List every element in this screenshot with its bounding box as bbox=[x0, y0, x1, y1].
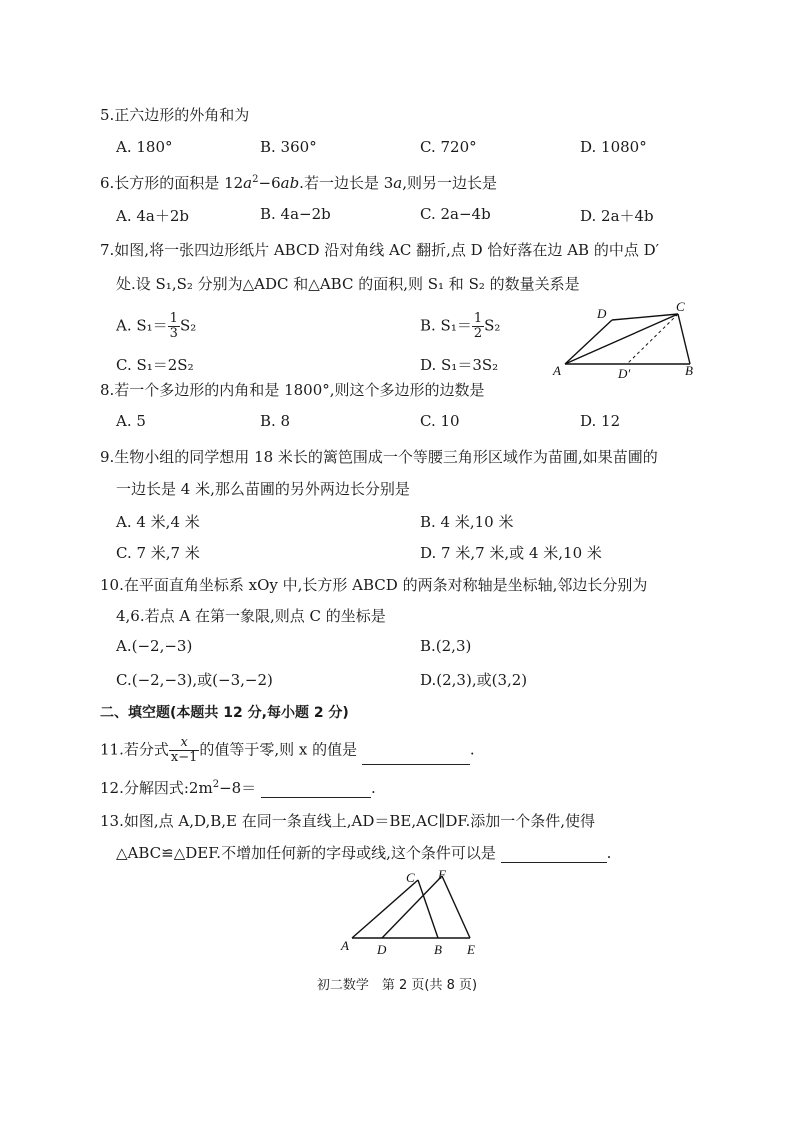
q13-label-e: E bbox=[467, 942, 475, 957]
q9-line1: 9.生物小组的同学想用 18 米长的篱笆围成一个等腰三角形区域作为苗圃,如果苗圃的 bbox=[100, 448, 658, 466]
q11-fraction: $\frac{x}{x-1}$ bbox=[170, 735, 198, 765]
q7-label-d: D bbox=[597, 306, 607, 321]
q7-option-a: A. S₁＝ $\frac{1}{3}$ S₂ bbox=[116, 311, 197, 341]
page-footer: 初二数学 第 2 页(共 8 页) bbox=[316, 978, 478, 993]
q5-option-a: A. 180° bbox=[116, 138, 173, 156]
q5-stem: 5.正六边形的外角和为 bbox=[100, 106, 250, 124]
q9-option-a: A. 4 米,4 米 bbox=[116, 513, 200, 531]
q9-option-c: C. 7 米,7 米 bbox=[116, 544, 200, 562]
q7-edge-cb bbox=[678, 314, 690, 364]
q13-label-c: C bbox=[406, 870, 415, 885]
q7-line2: 处.设 S₁,S₂ 分别为△ADC 和△ABC 的面积,则 S₁ 和 S₂ 的数量关系是 bbox=[116, 275, 580, 293]
q13-edge-ac bbox=[352, 880, 418, 938]
q12-answer-blank[interactable] bbox=[261, 781, 371, 798]
q6-option-c: C. 2a−4b bbox=[420, 205, 491, 223]
q7-diagonal-ac bbox=[565, 314, 678, 364]
q11-stem: 11.若分式 $\frac{x}{x-1}$ 的值等于零,则 x 的值是 . bbox=[100, 735, 475, 765]
q10-option-b: B.(2,3) bbox=[420, 637, 472, 655]
q7-label-a: A bbox=[553, 363, 561, 378]
q9-option-d: D. 7 米,7 米,或 4 米,10 米 bbox=[420, 544, 602, 562]
q5-option-c: C. 720° bbox=[420, 138, 477, 156]
q13-figure bbox=[338, 866, 488, 958]
q6-option-a: A. 4a＋2b bbox=[116, 207, 190, 225]
q8-option-b: B. 8 bbox=[260, 412, 291, 430]
q7-option-b-fraction: $\frac{1}{2}$ bbox=[473, 311, 483, 341]
q8-option-d: D. 12 bbox=[580, 412, 621, 430]
q7-option-a-fraction: $\frac{1}{3}$ bbox=[169, 311, 178, 341]
q9-line2: 一边长是 4 米,那么苗圃的另外两边长分别是 bbox=[116, 480, 410, 498]
q10-option-d: D.(2,3),或(3,2) bbox=[420, 671, 528, 689]
q10-option-a: A.(−2,−3) bbox=[116, 637, 193, 655]
q13-label-d: D bbox=[377, 942, 387, 957]
q7-fold-cd-prime bbox=[627, 314, 678, 364]
q13-label-b: B bbox=[434, 942, 442, 957]
q7-option-d: D. S₁＝3S₂ bbox=[420, 356, 499, 374]
q6-option-b: B. 4a−2b bbox=[260, 205, 331, 223]
q8-option-c: C. 10 bbox=[420, 412, 460, 430]
q10-line2: 4,6.若点 A 在第一象限,则点 C 的坐标是 bbox=[116, 607, 386, 625]
q10-option-c: C.(−2,−3),或(−3,−2) bbox=[116, 671, 273, 689]
q13-label-f: F bbox=[438, 867, 446, 882]
q7-label-b: B bbox=[685, 363, 693, 378]
q5-option-d: D. 1080° bbox=[580, 138, 647, 156]
q10-line1: 10.在平面直角坐标系 xOy 中,长方形 ABCD 的两条对称轴是坐标轴,邻边长分别为 bbox=[100, 576, 648, 594]
q7-label-c: C bbox=[676, 300, 685, 314]
q7-line1: 7.如图,将一张四边形纸片 ABCD 沿对角线 AC 翻折,点 D 恰好落在边 AB 的中点 D′ bbox=[100, 241, 660, 259]
q12-stem: 12.分解因式$:2m^2-8=$ . bbox=[100, 779, 376, 797]
q7-option-c: C. S₁＝2S₂ bbox=[116, 356, 194, 374]
q8-option-a: A. 5 bbox=[116, 412, 146, 430]
q13-line2: △ABC≌△DEF.不增加任何新的字母或线,这个条件可以是 . bbox=[116, 844, 612, 862]
q8-stem: 8.若一个多边形的内角和是 1800°,则这个多边形的边数是 bbox=[100, 381, 485, 399]
q11-answer-blank[interactable] bbox=[362, 748, 470, 765]
q9-option-b: B. 4 米,10 米 bbox=[420, 513, 514, 531]
q13-edge-cb bbox=[418, 880, 438, 938]
q6-option-d: D. 2a＋4b bbox=[580, 207, 654, 225]
q5-option-b: B. 360° bbox=[260, 138, 317, 156]
section-title-fill-in: 二、填空题(本题共 12 分,每小题 2 分) bbox=[100, 705, 349, 721]
q13-answer-blank[interactable] bbox=[501, 846, 607, 863]
q13-line1: 13.如图,点 A,D,B,E 在同一条直线上,AD＝BE,AC∥DF.添加一个条件,使得 bbox=[100, 812, 596, 830]
q7-label-d-prime: D′ bbox=[618, 366, 631, 380]
q13-label-a: A bbox=[341, 938, 349, 953]
q7-edge-ad bbox=[565, 320, 612, 364]
q13-edge-fe bbox=[442, 876, 470, 938]
q6-stem: 6.长方形的面积是 $12a^2-6ab$.若一边长是 3a,则另一边长是 bbox=[100, 174, 497, 192]
q7-figure bbox=[550, 300, 700, 380]
q7-option-b: B. S₁＝ $\frac{1}{2}$ S₂ bbox=[420, 311, 501, 341]
